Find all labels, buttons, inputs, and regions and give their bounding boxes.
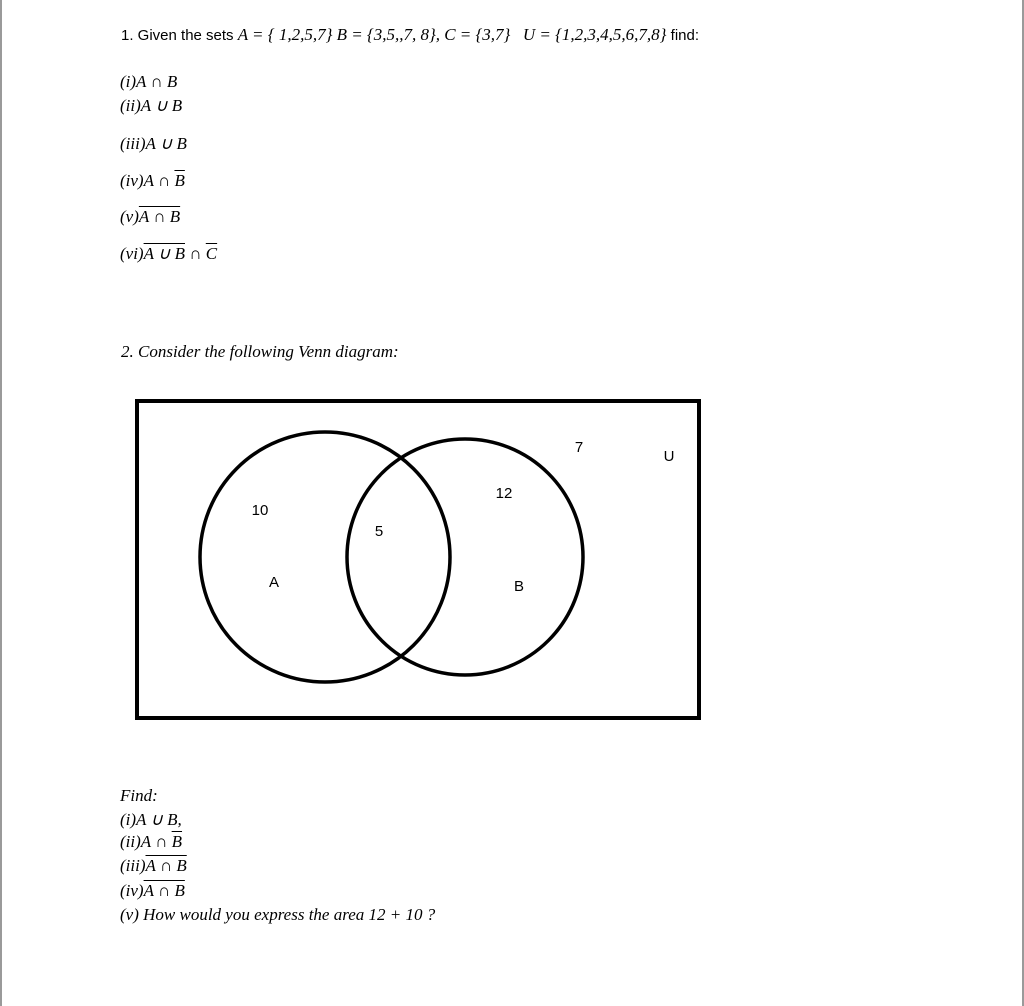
set-b-label: B [513,578,525,595]
q1-item-6-complement-c: $\overline{C}$ [205,244,218,263]
set-b-circle [347,439,583,675]
q1-prefix: 1. Given the sets [121,27,234,44]
q2-item-2-label: (ii) [120,832,141,851]
q1-item-1-expr: A ∩ B [136,72,178,91]
q2-item-5-label: (v) [120,905,139,924]
set-a-label: A [268,574,280,591]
q2-item-2-expr: A ∩ [140,832,172,851]
q1-item-4-label: (iv) [120,171,144,190]
q1-item-3-expr: A ∪ B [145,134,187,153]
q2-item-4-label: (iv) [120,881,144,900]
universe-label: U [663,448,675,465]
q2-item-5 [120,905,435,925]
q1-item-2-expr: A ∪ B [140,96,183,115]
region-only-a: 10 [251,502,269,519]
question-2-title: 2. Consider the following Venn diagram: [121,342,399,361]
q1-set-a: A = { 1,2,5,7} [237,25,333,44]
q1-item-4-complement: $\overline{B}$ [174,171,185,190]
q1-item-6-complement: A ∪ B [143,244,185,263]
q2-item-2-complement: $\overline{B}$ [171,832,183,851]
q1-item-5-label: (v) [120,207,139,226]
q1-set-b: B = {3,5,,7, 8}, [336,25,441,44]
q1-item-5-complement: A ∩ B [138,207,181,226]
q1-item-6-label: (vi) [120,244,144,263]
q1-item-4-expr: A ∩ [143,171,175,190]
q2-item-3-label: (iii) [120,856,146,875]
q1-item-1-label: (i) [120,72,137,91]
q1-set-u: U = {1,2,3,4,5,6,7,8} [522,25,667,44]
q2-item-1-expr: A ∪ B, [136,810,182,829]
q2-item-1 [120,810,182,830]
q2-item-5-expr: How would you express the area 12 + 10 ? [138,905,436,924]
q2-item-1-label: (i) [120,810,137,829]
region-intersection: 5 [374,523,384,540]
q1-item-6-expr: ∩ [185,244,206,263]
q2-item-4 [120,881,185,901]
q1-set-c: C = {3,7} [444,25,511,44]
set-a-circle [200,432,450,682]
q1-suffix: find: [670,27,700,44]
q1-item-3-label: (iii) [120,134,146,153]
region-outside: 7 [574,439,584,456]
region-only-b: 12 [495,485,513,502]
q2-find-label: Find: [120,786,158,805]
q2-item-4-complement: A ∩ B [143,881,185,900]
q2-item-2 [120,832,182,852]
q2-item-3 [120,856,187,876]
q1-item-2-label: (ii) [120,96,141,115]
q2-item-3-complement: A ∩ B [145,856,187,875]
